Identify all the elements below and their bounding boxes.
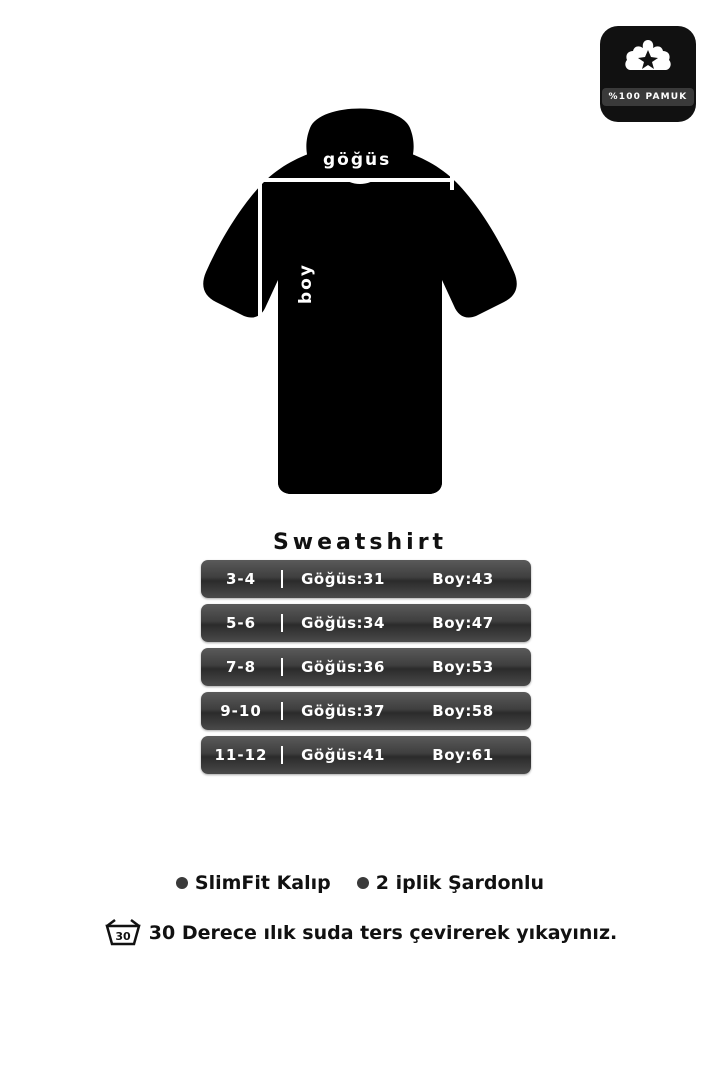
cell-length: Boy:61 [432, 746, 494, 764]
length-measure-label: boy [296, 263, 316, 304]
cell-size: 7-8 [201, 658, 283, 676]
bullet-icon [357, 877, 369, 889]
table-row [201, 604, 531, 642]
cell-size: 9-10 [201, 702, 283, 720]
svg-text:30: 30 [115, 930, 131, 943]
cell-size: 3-4 [201, 570, 283, 588]
cell-size: 11-12 [201, 746, 283, 764]
garment-illustration [0, 90, 720, 520]
cell-length: Boy:53 [432, 658, 494, 676]
chest-measure-label: göğüs [323, 150, 392, 170]
cell-chest: Göğüs:36 [301, 658, 385, 676]
table-row [201, 560, 531, 598]
cell-chest: Göğüs:31 [301, 570, 385, 588]
cell-length: Boy:43 [432, 570, 494, 588]
cotton-badge-label: %100 PAMUK [602, 88, 695, 106]
page-title: Sweatshirt [272, 530, 448, 555]
feature-item [357, 872, 544, 894]
bullet-icon [176, 877, 188, 889]
cotton-boll-icon [621, 36, 675, 82]
features-list [0, 872, 720, 894]
cell-length: Boy:47 [432, 614, 494, 632]
cell-size: 5-6 [201, 614, 283, 632]
feature-item [176, 872, 331, 894]
feature-label: 2 iplik Şardonlu [375, 872, 545, 894]
wash-instruction [0, 918, 720, 948]
table-row [201, 692, 531, 730]
table-row [201, 736, 531, 774]
cell-chest: Göğüs:41 [301, 746, 385, 764]
cell-chest: Göğüs:34 [301, 614, 385, 632]
wash-instruction-label: 30 Derece ılık suda ters çevirerek yıkayınız. [148, 922, 618, 944]
cell-chest: Göğüs:37 [301, 702, 385, 720]
feature-label: SlimFit Kalıp [194, 872, 331, 894]
table-row [201, 648, 531, 686]
wash-30-degrees-icon [103, 918, 143, 948]
size-table [201, 560, 531, 780]
cell-length: Boy:58 [432, 702, 494, 720]
